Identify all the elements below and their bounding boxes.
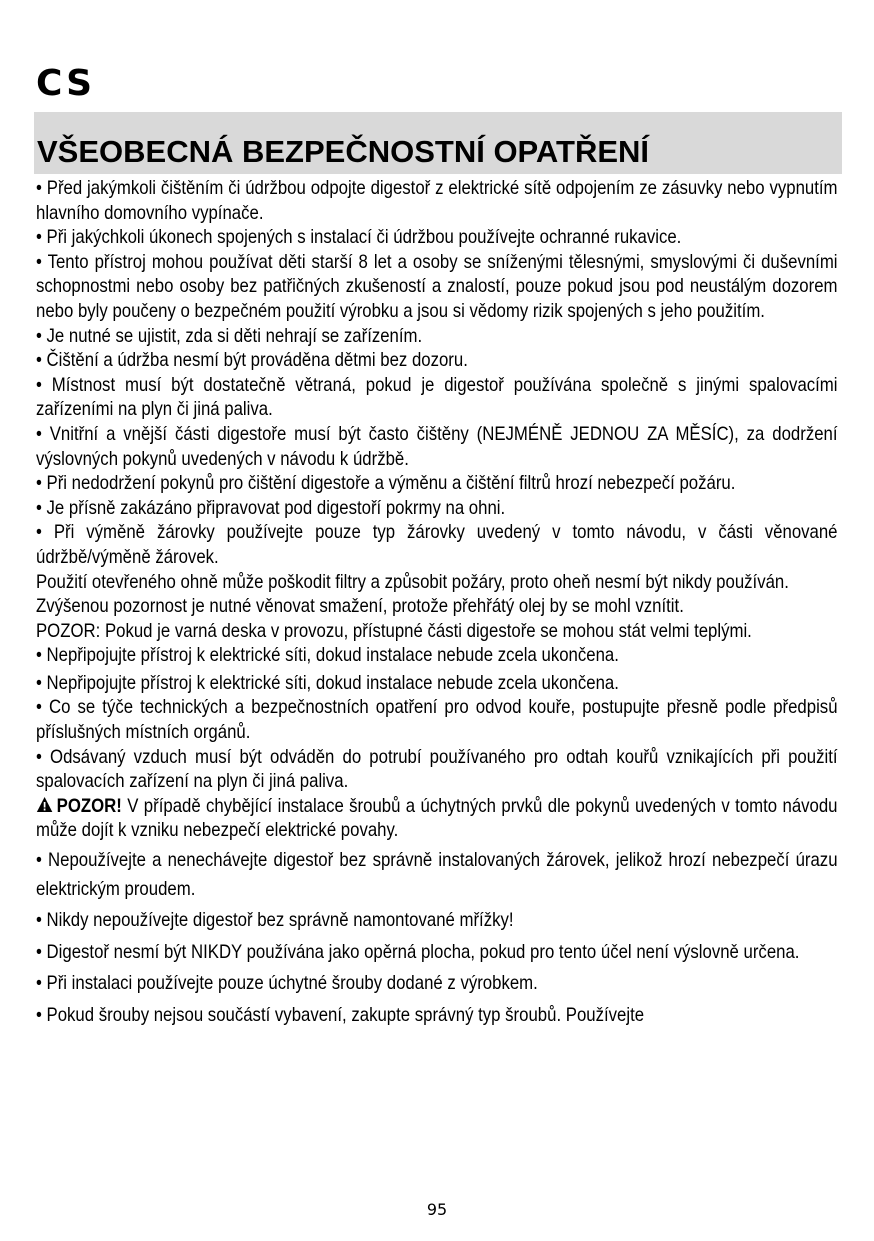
paragraph: • Nepřipojujte přístroj k elektrické síti, dokud instalace nebude zcela ukončena. [36, 671, 619, 694]
paragraph: • Vnitřní a vnější části digestoře musí být často čištěny (NEJMÉNĚ JEDNOU ZA MĚSÍC), za dodržení výslovných pokynů uvedených v návodu k údržbě. [36, 422, 838, 470]
section-title: VŠEOBECNÁ BEZPEČNOSTNÍ OPATŘENÍ [37, 134, 650, 169]
warning-label: POZOR! [56, 794, 122, 817]
paragraph: • Co se týče technických a bezpečnostních opatření pro odvod kouře, postupujte přesně podle předpisů příslušných místních orgánů. [36, 696, 838, 744]
paragraph: • Při jakýchkoli úkonech spojených s instalací či údržbou používejte ochranné rukavice. [36, 226, 682, 249]
paragraph: • Místnost musí být dostatečně větraná, pokud je digestoř používána společně s jinými spalovacími zařízeními na plyn či jiná paliva. [36, 373, 838, 421]
paragraph: • Je nutné se ujistit, zda si děti nehrají se zařízením. [36, 324, 423, 347]
paragraph: • Před jakýmkoli čištěním či údržbou odpojte digestoř z elektrické sítě odpojením ze zásuvky nebo vypnutím hlavního domovního vypínače. [36, 177, 838, 224]
paragraph: • Při instalaci používejte pouze úchytné šrouby dodané z výrobkem. [36, 972, 538, 995]
warning-text: V případě chybějící instalace šroubů a úchytných prvků dle pokynů uvedených v tomto návodu může dojít k vzniku nebezpečí elektrické povahy. [36, 794, 838, 842]
paragraph: • Při výměně žárovky používejte pouze typ žárovky uvedený v tomto návodu, v části věnované údržbě/výměně žárovek. [36, 521, 838, 568]
paragraph: • Pokud šrouby nejsou součástí vybavení, zakupte správný typ šroubů. Používejte [36, 1003, 645, 1026]
warning-paragraph [36, 794, 838, 843]
safety-text-body [36, 176, 838, 1029]
paragraph: Použití otevřeného ohně může poškodit filtry a způsobit požáry, proto oheň nesmí být nikdy používán. [36, 570, 789, 593]
paragraph: • Při nedodržení pokynů pro čištění digestoře a výměnu a čištění filtrů hrozí nebezpečí požáru. [36, 472, 736, 495]
paragraph: POZOR: Pokud je varná deska v provozu, přístupné části digestoře se mohou stát velmi teplými. [36, 619, 752, 642]
paragraph: • Nepoužívejte a nenechávejte digestoř bez správně instalovaných žárovek, jelikož hrozí nebezpečí úrazu elektrickým proudem. [36, 849, 838, 900]
paragraph: • Je přísně zakázáno připravovat pod digestoří pokrmy na ohni. [36, 496, 506, 519]
paragraph: • Odsávaný vzduch musí být odváděn do potrubí používaného pro odtah kouřů vznikajících při použití spalovacích zařízení na plyn či jiná paliva. [36, 745, 838, 793]
paragraph: • Digestoř nesmí být NIKDY používána jako opěrná plocha, pokud pro tento účel není výslovně určena. [36, 940, 800, 963]
paragraph: • Tento přístroj mohou používat děti starší 8 let a osoby se sníženými tělesnými, smyslovými či duševními schopnostmi nebo osoby bez patřičných zkušeností a znalostí, pouze pokud jsou pod neustálým dozorem nebo byly poučeny o bezpečném použití výrobku a jsou si vědomy rizik spojených s jeho použitím. [36, 250, 838, 322]
paragraph: Zvýšenou pozornost je nutné věnovat smažení, protože přehřátý olej by se mohl vznítit. [36, 595, 684, 618]
paragraph: • Nepřipojujte přístroj k elektrické síti, dokud instalace nebude zcela ukončena. [36, 644, 619, 667]
page-number: 95 [426, 1200, 448, 1219]
warning-triangle-icon [36, 796, 53, 813]
paragraph: • Čištění a údržba nesmí být prováděna dětmi bez dozoru. [36, 349, 468, 372]
paragraph: • Nikdy nepoužívejte digestoř bez správně namontované mřížky! [36, 909, 514, 932]
section-heading-bar [34, 112, 842, 174]
language-code: CS [36, 63, 96, 104]
